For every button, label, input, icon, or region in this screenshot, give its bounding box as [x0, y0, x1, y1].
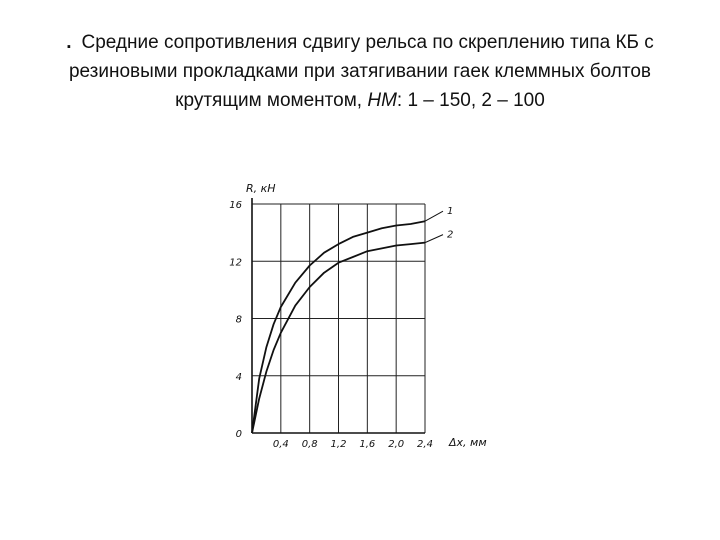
y-tick-label: 8 — [235, 314, 242, 326]
x-tick-label: 0,4 — [272, 439, 289, 450]
title-text-3b: : 1 – 150, 2 – 100 — [396, 90, 545, 111]
y-axis-label: R, кН — [246, 182, 276, 195]
grid — [252, 204, 425, 433]
title-bullet: . — [66, 32, 72, 53]
y-tick-label: 4 — [235, 371, 242, 383]
title-text-1: Средние сопротивления сдвигу рельса по скреплению типа КБ с — [81, 32, 654, 53]
title-unit: НМ — [367, 90, 397, 111]
title-text-3a: крутящим моментом, — [175, 90, 368, 111]
x-axis-label: Δx, мм — [449, 436, 487, 449]
series-leader-2 — [425, 235, 443, 243]
x-tick-label: 2,0 — [388, 439, 405, 450]
y-tick-label: 16 — [229, 200, 242, 211]
series — [252, 206, 453, 433]
x-tick-label: 0,8 — [301, 439, 318, 450]
y-tick-label: 0 — [235, 429, 242, 440]
series-leader-1 — [425, 211, 443, 221]
x-tick-label: 2,4 — [417, 439, 433, 450]
y-tick-label: 12 — [229, 257, 242, 269]
series-label-1: 1 — [447, 206, 454, 218]
x-tick-label: 1,2 — [330, 439, 347, 450]
x-tick-label: 1,6 — [359, 439, 376, 450]
series-label-2: 2 — [447, 229, 454, 241]
tick-labels — [229, 200, 433, 450]
title-line-2: резиновыми прокладками при затягивании гаек клеммных болтов — [68, 61, 652, 82]
